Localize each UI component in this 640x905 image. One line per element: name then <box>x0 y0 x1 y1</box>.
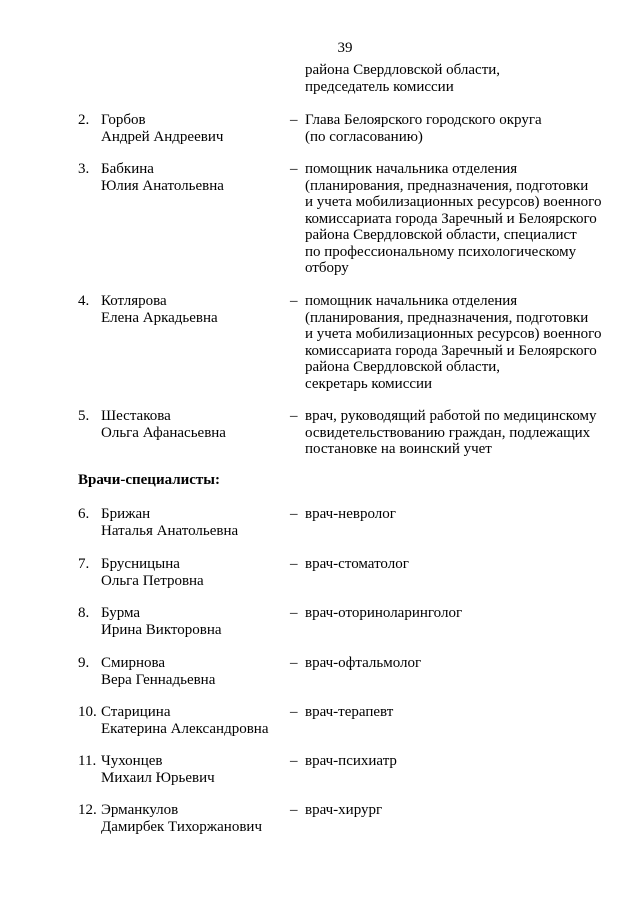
member-name <box>101 753 286 786</box>
member-role <box>305 112 615 145</box>
entry-number: 5. <box>78 408 90 424</box>
entry-dash: – <box>290 605 298 621</box>
specialists-heading: Врачи-специалисты: <box>78 472 221 488</box>
role-line: врач-хирург <box>305 802 383 818</box>
member-given-names: Дамирбек Тихоржанович <box>101 818 262 835</box>
member-name <box>101 112 286 145</box>
role-line: врач-оториноларинголог <box>305 605 463 621</box>
member-role <box>305 161 615 277</box>
member-role <box>305 293 615 392</box>
member-surname: Брусницына <box>101 556 180 572</box>
role-line: врач-психиатр <box>305 753 397 769</box>
member-given-names: Михаил Юрьевич <box>101 769 215 786</box>
continuation-text <box>305 62 615 95</box>
role-line: врач-офтальмолог <box>305 655 422 671</box>
role-line: по профессиональному психологическому <box>305 243 577 260</box>
role-line: освидетельствованию граждан, подлежащих <box>305 424 591 441</box>
entry-number: 10. <box>78 704 97 720</box>
member-surname: Эрманкулов <box>101 802 179 818</box>
member-name <box>101 556 286 589</box>
role-line: района Свердловской области, <box>305 359 501 375</box>
member-given-names: Наталья Анатольевна <box>101 522 239 539</box>
member-name <box>101 802 286 835</box>
page-number: 39 <box>337 40 353 56</box>
role-line: (планирования, предназначения, подготовки <box>305 309 589 326</box>
member-given-names: Вера Геннадьевна <box>101 671 216 688</box>
member-given-names: Ольга Петровна <box>101 572 204 589</box>
role-line: врач-невролог <box>305 506 396 522</box>
member-surname: Горбов <box>101 112 146 128</box>
role-line: помощник начальника отделения <box>305 293 518 309</box>
entry-dash: – <box>290 293 298 309</box>
member-surname: Шестакова <box>101 408 171 424</box>
member-role <box>305 753 615 770</box>
entry-number: 6. <box>78 506 90 522</box>
entry-dash: – <box>290 408 298 424</box>
role-line: (по согласованию) <box>305 128 423 145</box>
role-line: помощник начальника отделения <box>305 161 518 177</box>
member-given-names: Елена Аркадьевна <box>101 309 218 326</box>
role-line: врач, руководящий работой по медицинскому <box>305 408 597 424</box>
member-name <box>101 161 286 194</box>
entry-number: 2. <box>78 112 90 128</box>
member-surname: Бурма <box>101 605 141 621</box>
member-surname: Бабкина <box>101 161 154 177</box>
entry-dash: – <box>290 655 298 671</box>
member-name <box>101 506 286 539</box>
continuation-line: председатель комиссии <box>305 78 454 95</box>
member-name <box>101 655 286 688</box>
role-line: и учета мобилизационных ресурсов) военного <box>305 326 602 342</box>
member-surname: Смирнова <box>101 655 166 671</box>
member-given-names: Ирина Викторовна <box>101 621 222 638</box>
member-surname: Котлярова <box>101 293 167 309</box>
member-role <box>305 556 615 573</box>
member-name <box>101 605 286 638</box>
role-line: врач-стоматолог <box>305 556 409 572</box>
entry-dash: – <box>290 753 298 769</box>
role-line: Глава Белоярского городского округа <box>305 112 542 128</box>
entry-dash: – <box>290 161 298 177</box>
continuation-line: района Свердловской области, <box>305 62 501 78</box>
member-surname: Чухонцев <box>101 753 163 769</box>
entry-dash: – <box>290 556 298 572</box>
entry-number: 11. <box>78 753 97 769</box>
role-line: комиссариата города Заречный и Белоярского <box>305 210 597 227</box>
entry-dash: – <box>290 802 298 818</box>
role-line: района Свердловской области, специалист <box>305 227 577 243</box>
entry-number: 3. <box>78 161 90 177</box>
entry-number: 7. <box>78 556 90 572</box>
role-line: постановке на воинский учет <box>305 441 492 457</box>
member-role <box>305 655 615 672</box>
member-surname: Брижан <box>101 506 151 522</box>
member-role <box>305 506 615 523</box>
member-surname: Старицина <box>101 704 171 720</box>
member-name <box>101 293 286 326</box>
entry-number: 4. <box>78 293 90 309</box>
entry-number: 9. <box>78 655 90 671</box>
role-line: врач-терапевт <box>305 704 394 720</box>
member-given-names: Ольга Афанасьевна <box>101 424 226 441</box>
entry-number: 12. <box>78 802 97 818</box>
member-given-names: Екатерина Александровна <box>101 720 269 737</box>
member-role <box>305 802 615 819</box>
role-line: и учета мобилизационных ресурсов) военного <box>305 194 602 210</box>
member-role <box>305 605 615 622</box>
member-given-names: Юлия Анатольевна <box>101 177 224 194</box>
entry-dash: – <box>290 112 298 128</box>
member-given-names: Андрей Андреевич <box>101 128 224 145</box>
role-line: комиссариата города Заречный и Белоярского <box>305 342 597 359</box>
member-name <box>101 408 286 441</box>
role-line: отбору <box>305 260 349 276</box>
entry-dash: – <box>290 704 298 720</box>
entry-dash: – <box>290 506 298 522</box>
member-role <box>305 704 615 721</box>
member-role <box>305 408 615 458</box>
role-line: секретарь комиссии <box>305 375 433 392</box>
role-line: (планирования, предназначения, подготовки <box>305 177 589 194</box>
entry-number: 8. <box>78 605 90 621</box>
member-name <box>101 704 286 737</box>
